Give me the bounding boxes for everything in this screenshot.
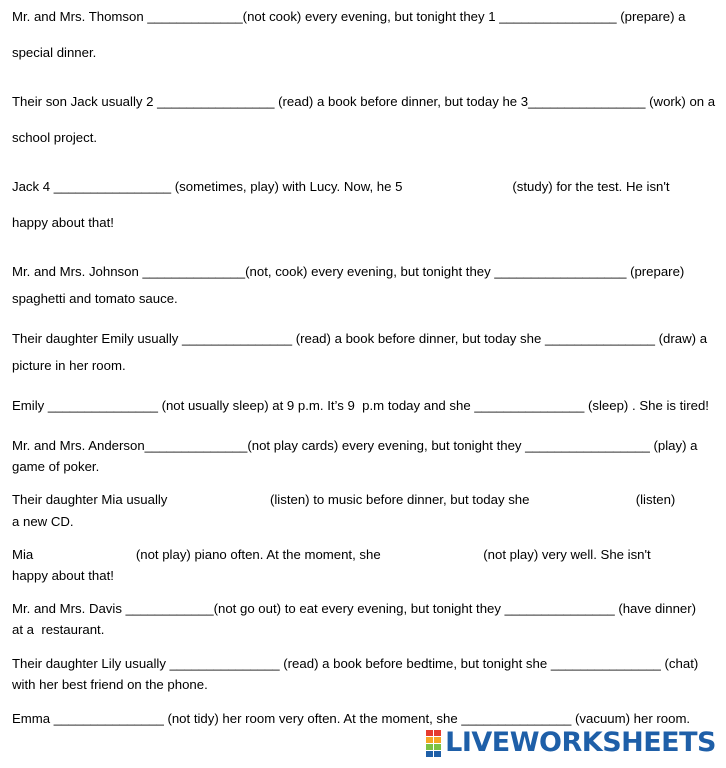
logo-mark-icon xyxy=(426,730,441,757)
worksheet-line: Mr. and Mrs. Anderson______________(not play cards) every evening, but tonight they _________________ (play) a xyxy=(12,438,698,453)
worksheet-line: school project. xyxy=(12,130,98,145)
worksheet-line: Their daughter Emily usually _______________ (read) a book before dinner, but today she _______________ (draw) a xyxy=(12,331,708,346)
worksheet-line: Mr. and Mrs. Johnson ______________(not, cook) every evening, but tonight they __________________ (prepare) xyxy=(12,264,685,279)
worksheet-line: spaghetti and tomato sauce. xyxy=(12,291,178,306)
worksheet-line: with her best friend on the phone. xyxy=(12,677,208,692)
worksheet-line: happy about that! xyxy=(12,568,114,583)
logo-tile xyxy=(434,737,441,743)
worksheet-line: Mr. and Mrs. Davis ____________(not go out) to eat every evening, but tonight they _______________ (have dinner) xyxy=(12,601,697,616)
logo-tile xyxy=(426,737,433,743)
worksheet-line: happy about that! xyxy=(12,215,114,230)
worksheet-line: Their daughter Lily usually _______________ (read) a book before bedtime, but tonight she _______________ (chat) xyxy=(12,656,699,671)
worksheet-line: Jack 4 ________________ (sometimes, play) with Lucy. Now, he 5 (study) for the test. He isn't xyxy=(12,179,670,194)
worksheet-line: Emma _______________ (not tidy) her room very often. At the moment, she _______________ (vacuum) her room. xyxy=(12,711,691,726)
worksheet-line: a new CD. xyxy=(12,514,74,529)
worksheet-line: Their son Jack usually 2 ________________ (read) a book before dinner, but today he 3________________ (work) on a xyxy=(12,94,716,109)
logo-text: LIVEWORKSHEETS xyxy=(445,727,716,758)
liveworksheets-logo xyxy=(426,728,716,758)
worksheet-line: special dinner. xyxy=(12,45,97,60)
worksheet-line: game of poker. xyxy=(12,459,100,474)
worksheet-line: at a restaurant. xyxy=(12,622,105,637)
worksheet-line: Mia (not play) piano often. At the moment, she (not play) very well. She isn't xyxy=(12,547,651,562)
logo-tile xyxy=(434,730,441,736)
logo-tile xyxy=(434,744,441,750)
logo-tile xyxy=(426,730,433,736)
worksheet-line: Mr. and Mrs. Thomson _____________(not cook) every evening, but tonight they 1 ________________ (prepare) a xyxy=(12,9,686,24)
worksheet-line: picture in her room. xyxy=(12,358,126,373)
logo-tile xyxy=(434,751,441,757)
logo-tile xyxy=(426,751,433,757)
logo-tile xyxy=(426,744,433,750)
worksheet-line: Emily _______________ (not usually sleep) at 9 p.m. It’s 9 p.m today and she _______________ (sleep) . She is tired! xyxy=(12,398,709,413)
worksheet-line: Their daughter Mia usually (listen) to music before dinner, but today she (listen) xyxy=(12,492,676,507)
